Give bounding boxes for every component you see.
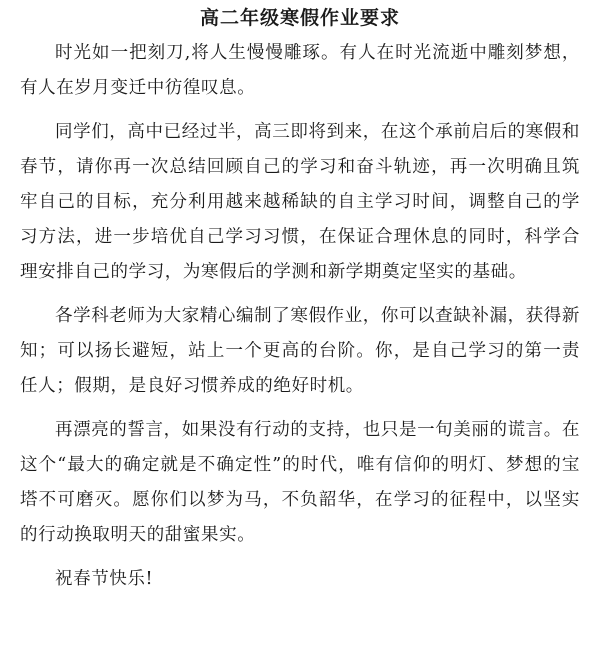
paragraph-action: 再漂亮的誓言，如果没有行动的支持，也只是一句美丽的谎言。在这个“最大的确定就是不确定性”的时代，唯有信仰的明灯、梦想的宝塔不可磨灭。愿你们以梦为马，不负韶华，在学习的征程中，以坚实的行动换取明天的甜蜜果实。 [20, 420, 580, 545]
paragraph-goals: 同学们，高中已经过半，高三即将到来，在这个承前启后的寒假和春节，请你再一次总结回顾自己的学习和奋斗轨迹，再一次明确且筑牢自己的目标，充分利用越来越稀缺的自主学习时间，调整自己的学习方法，进一步培优自己学习习惯，在保证合理休息的同时，科学合理安排自己的学习，为寒假后的学测和新学期奠定坚实的基础。 [20, 122, 580, 282]
paragraph-homework: 各学科老师为大家精心编制了寒假作业，你可以查缺补漏，获得新知；可以扬长避短，站上一个更高的台阶。你，是自己学习的第一责任人；假期，是良好习惯养成的绝好时机。 [20, 306, 580, 396]
document-body [20, 36, 580, 597]
closing-greeting: 祝春节快乐! [55, 569, 154, 589]
document-title: 高二年级寒假作业要求 [199, 7, 400, 29]
paragraph-intro: 时光如一把刻刀,将人生慢慢雕琢。有人在时光流逝中雕刻梦想，有人在岁月变迁中彷徨叹息。 [20, 43, 580, 98]
